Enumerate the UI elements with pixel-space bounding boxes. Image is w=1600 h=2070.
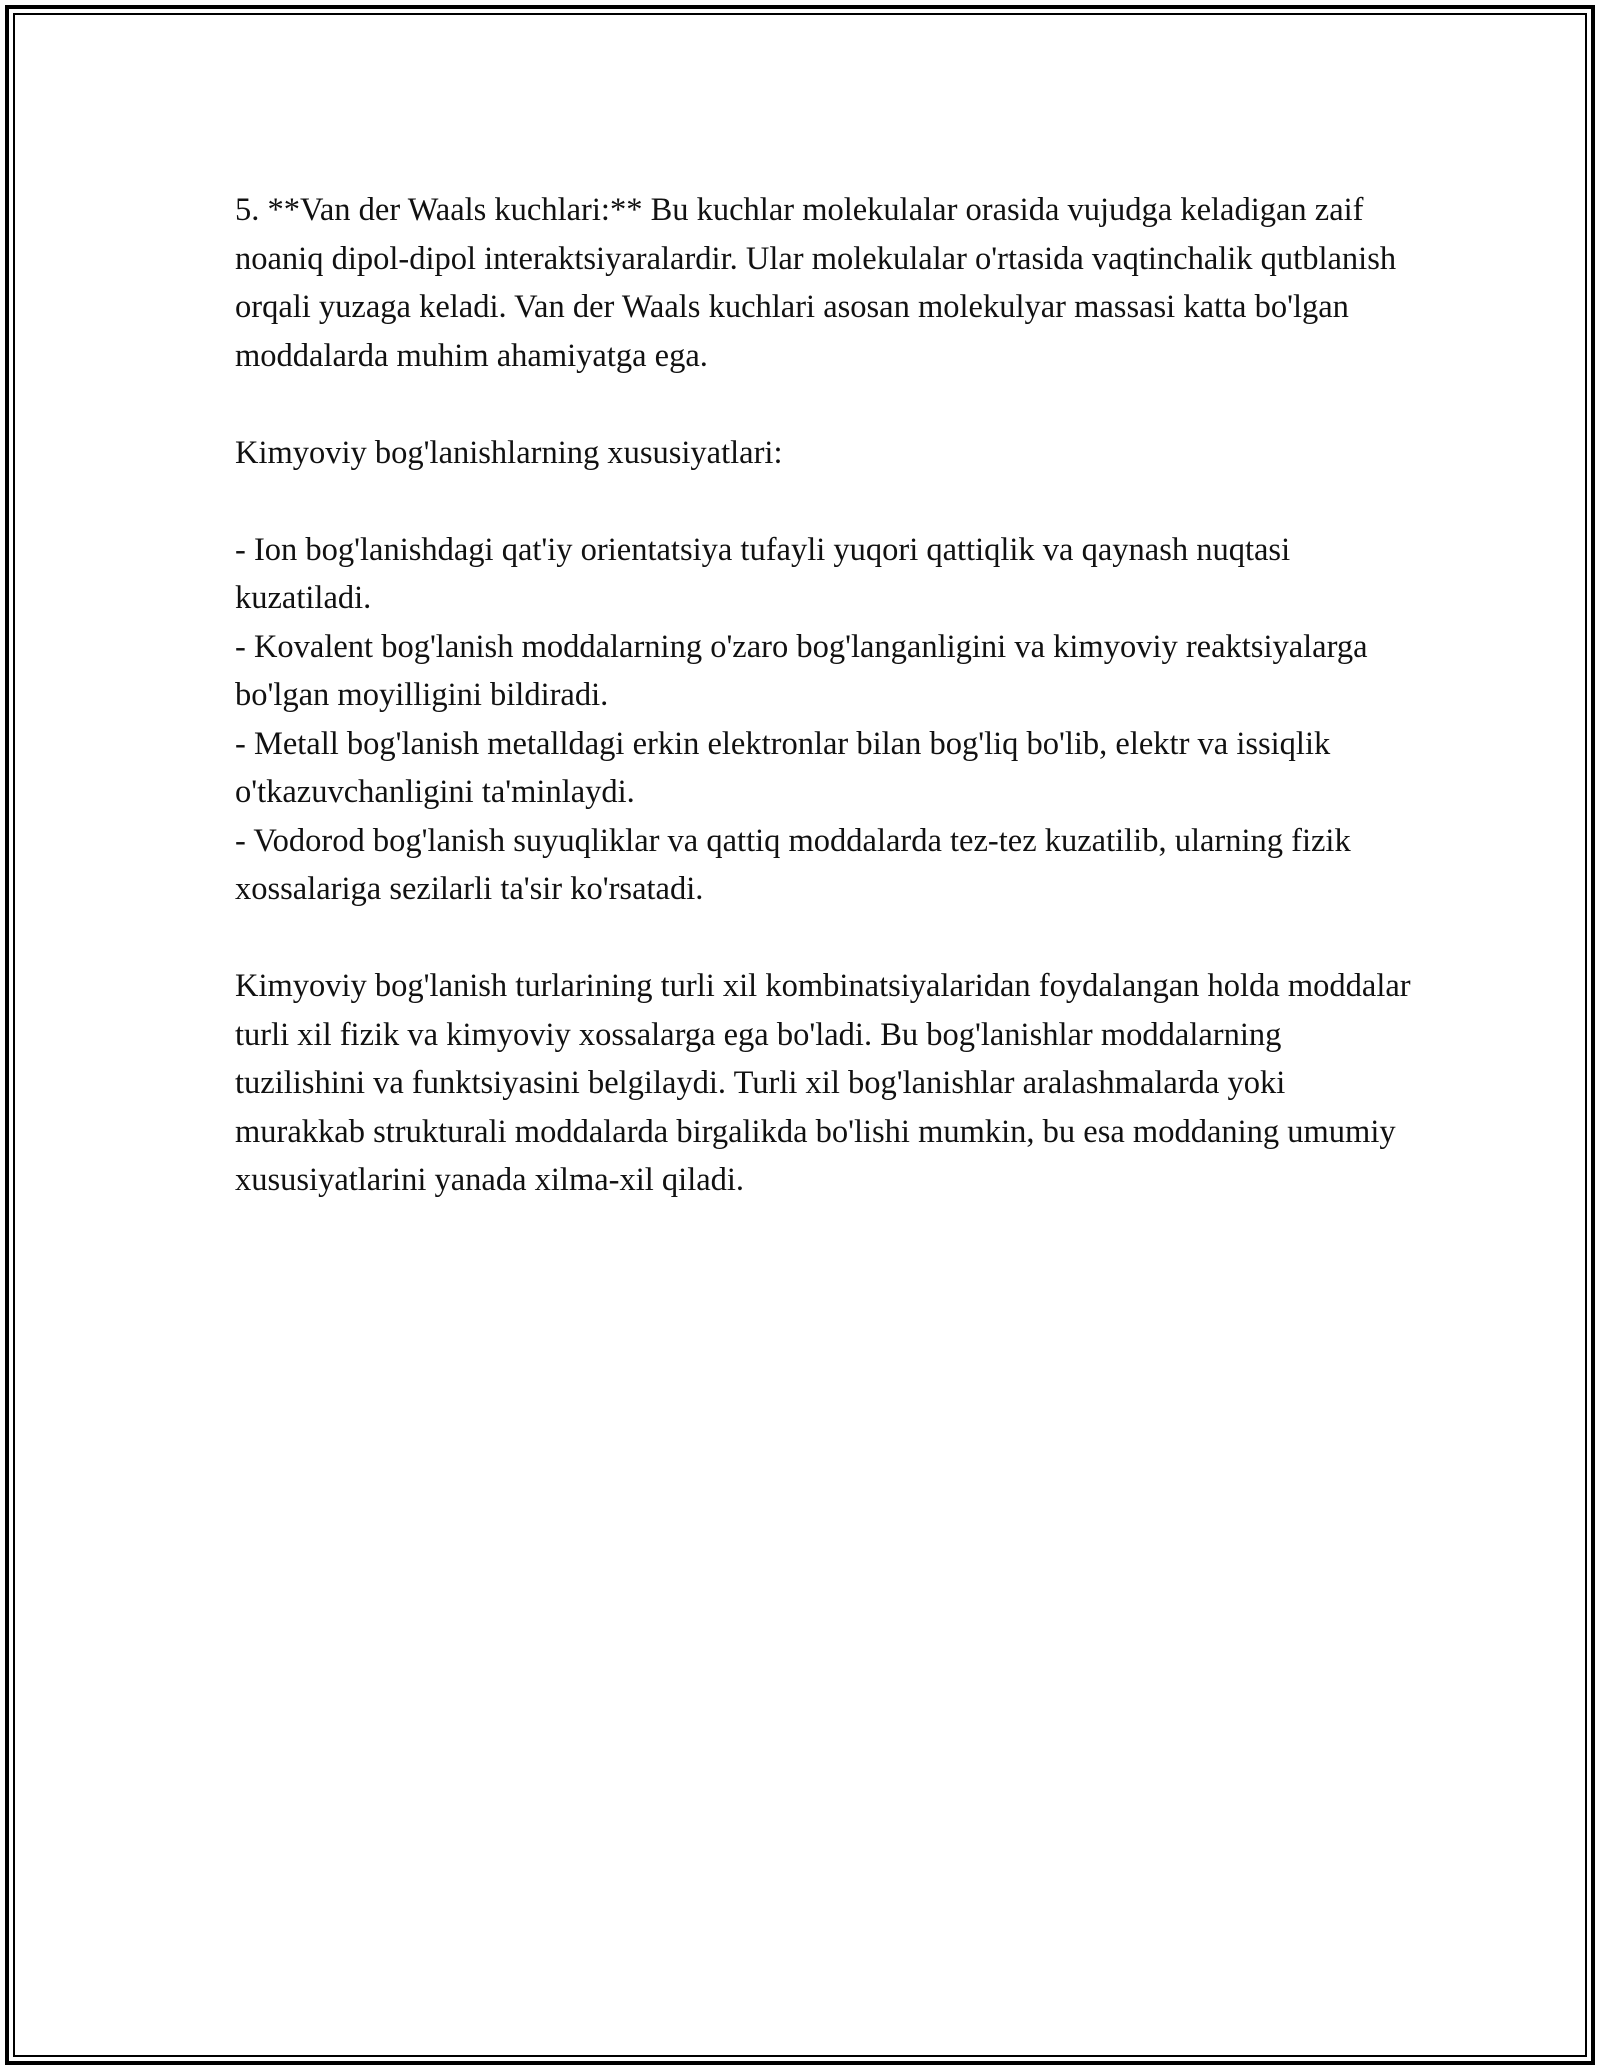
paragraph-spacer [235,477,1415,526]
bullet-ion-bond: - Ion bog'lanishdagi qat'iy orientatsiya tufayli yuqori qattiqlik va qaynash nuqtasi kuzatiladi. [235,531,1291,616]
bullet-covalent-bond: - Kovalent bog'lanish moddalarning o'zaro bog'langanligini va kimyoviy reaktsiyalarga bo'lgan moyilligini bildiradi. [235,628,1368,713]
paragraph-spacer [235,380,1415,429]
section-heading: Kimyoviy bog'lanishlarning xususiyatlari: [235,434,783,471]
van-der-waals-paragraph: 5. **Van der Waals kuchlari:** Bu kuchlar molekulalar orasida vujudga keladigan zaif noaniq dipol-dipol interaktsiyaralardir. Ular molekulalar o'rtasida vaqtinchalik qutblanish orqali yuzaga keladi. Van der Waals kuchlari asosan molekulyar massasi katta bo'lgan moddalarda muhim ahamiyatga ega. [235,192,1397,374]
bullet-hydrogen-bond: - Vodorod bog'lanish suyuqliklar va qattiq moddalarda tez-tez kuzatilib, ularning fizik xossalariga sezilarli ta'sir ko'rsatadi. [235,822,1351,907]
paragraph-spacer [235,914,1415,963]
bullet-metallic-bond: - Metall bog'lanish metalldagi erkin elektronlar bilan bog'liq bo'lib, elektr va issiqlik o'tkazuvchanligini ta'minlaydi. [235,725,1331,810]
document-body [235,186,1415,1205]
closing-paragraph: Kimyoviy bog'lanish turlarining turli xil kombinatsiyalaridan foydalangan holda moddalar turli xil fizik va kimyoviy xossalarga ega bo'ladi. Bu bog'lanishlar moddalarning tuzilishini va funktsiyasini belgilaydi. Turli xil bog'lanishlar aralashmalarda yoki murakkab strukturali moddalarda birgalikda bo'lishi mumkin, bu esa moddaning umumiy xususiyatlarini yanada xilma-xil qiladi. [235,968,1411,1198]
